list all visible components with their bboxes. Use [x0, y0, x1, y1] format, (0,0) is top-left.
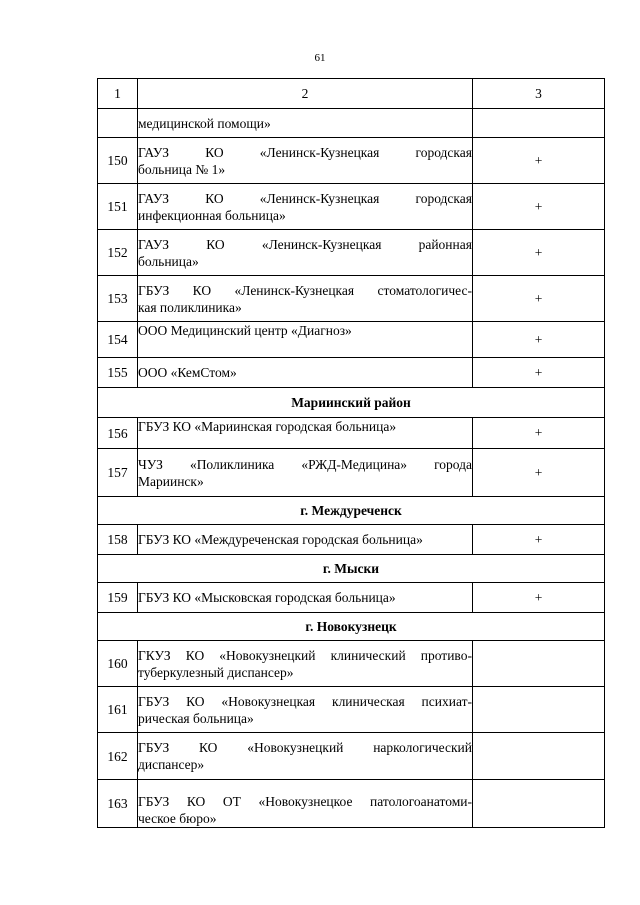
- table-row: [98, 583, 605, 613]
- institution-name: ГБУЗ КО «Новокузнецкий наркологический диспансер»: [138, 733, 473, 780]
- header-col-3: 3: [473, 79, 605, 109]
- table-row: [98, 109, 605, 138]
- row-mark: [473, 687, 605, 733]
- section-row: [98, 388, 605, 418]
- header-col-2: 2: [138, 79, 473, 109]
- row-number: 152: [98, 230, 138, 276]
- row-mark: [473, 641, 605, 687]
- row-number: 160: [98, 641, 138, 687]
- table-row: [98, 184, 605, 230]
- institution-name: ГКУЗ КО «Новокузнецкий клинический противо- туберкулезный диспансер»: [138, 641, 473, 687]
- institution-name: ГБУЗ КО «Междуреченская городская больница»: [138, 525, 473, 555]
- institutions-table: [97, 78, 605, 828]
- row-mark: +: [473, 583, 605, 613]
- header-col-1: 1: [98, 79, 138, 109]
- table-row: [98, 780, 605, 828]
- row-number: 155: [98, 358, 138, 388]
- institution-name: ГБУЗ КО ОТ «Новокузнецкое патологоанатоми- ческое бюро»: [138, 780, 473, 828]
- row-mark: +: [473, 230, 605, 276]
- row-number: 161: [98, 687, 138, 733]
- institution-name: ООО «КемСтом»: [138, 358, 473, 388]
- institution-name: ГАУЗ КО «Ленинск-Кузнецкая городская инфекционная больница»: [138, 184, 473, 230]
- table-row: [98, 322, 605, 358]
- table-row: [98, 230, 605, 276]
- row-mark: +: [473, 138, 605, 184]
- institution-name: ГАУЗ КО «Ленинск-Кузнецкая районная больница»: [138, 230, 473, 276]
- section-heading: Мариинский район: [98, 388, 605, 418]
- institution-name: ГБУЗ КО «Мариинская городская больница»: [138, 418, 473, 449]
- row-mark: +: [473, 418, 605, 449]
- table-row: [98, 449, 605, 497]
- page-number: 61: [314, 52, 326, 64]
- row-number: 158: [98, 525, 138, 555]
- section-heading: г. Мыски: [98, 555, 605, 583]
- section-row: [98, 555, 605, 583]
- row-mark: +: [473, 449, 605, 497]
- row-number: 163: [98, 780, 138, 828]
- section-row: [98, 497, 605, 525]
- table-row: [98, 525, 605, 555]
- institution-name: ЧУЗ «Поликлиника «РЖД-Медицина» города Мариинск»: [138, 449, 473, 497]
- section-heading: г. Новокузнецк: [98, 613, 605, 641]
- row-number: 156: [98, 418, 138, 449]
- institution-name: ООО Медицинский центр «Диагноз»: [138, 322, 473, 358]
- row-mark: [473, 109, 605, 138]
- table-row: [98, 138, 605, 184]
- table-row: [98, 641, 605, 687]
- row-number: 150: [98, 138, 138, 184]
- table-row: [98, 418, 605, 449]
- row-number: 151: [98, 184, 138, 230]
- institution-name: ГБУЗ КО «Новокузнецкая клиническая психиат- рическая больница»: [138, 687, 473, 733]
- row-mark: [473, 780, 605, 828]
- row-mark: +: [473, 184, 605, 230]
- table-row: [98, 687, 605, 733]
- row-number: 153: [98, 276, 138, 322]
- institution-name: ГБУЗ КО «Ленинск-Кузнецкая стоматологичес- кая поликлиника»: [138, 276, 473, 322]
- table-row: [98, 276, 605, 322]
- table-row: [98, 733, 605, 780]
- row-mark: [473, 733, 605, 780]
- row-number: 154: [98, 322, 138, 358]
- row-number: 162: [98, 733, 138, 780]
- row-number: 159: [98, 583, 138, 613]
- row-number: 157: [98, 449, 138, 497]
- section-heading: г. Междуреченск: [98, 497, 605, 525]
- row-number: [98, 109, 138, 138]
- table-header-row: [98, 79, 605, 109]
- section-row: [98, 613, 605, 641]
- row-mark: +: [473, 525, 605, 555]
- row-mark: +: [473, 358, 605, 388]
- row-mark: +: [473, 322, 605, 358]
- row-mark: +: [473, 276, 605, 322]
- institution-name: медицинской помощи»: [138, 109, 473, 138]
- table-row: [98, 358, 605, 388]
- institution-name: ГБУЗ КО «Мысковская городская больница»: [138, 583, 473, 613]
- institution-name: ГАУЗ КО «Ленинск-Кузнецкая городская больница № 1»: [138, 138, 473, 184]
